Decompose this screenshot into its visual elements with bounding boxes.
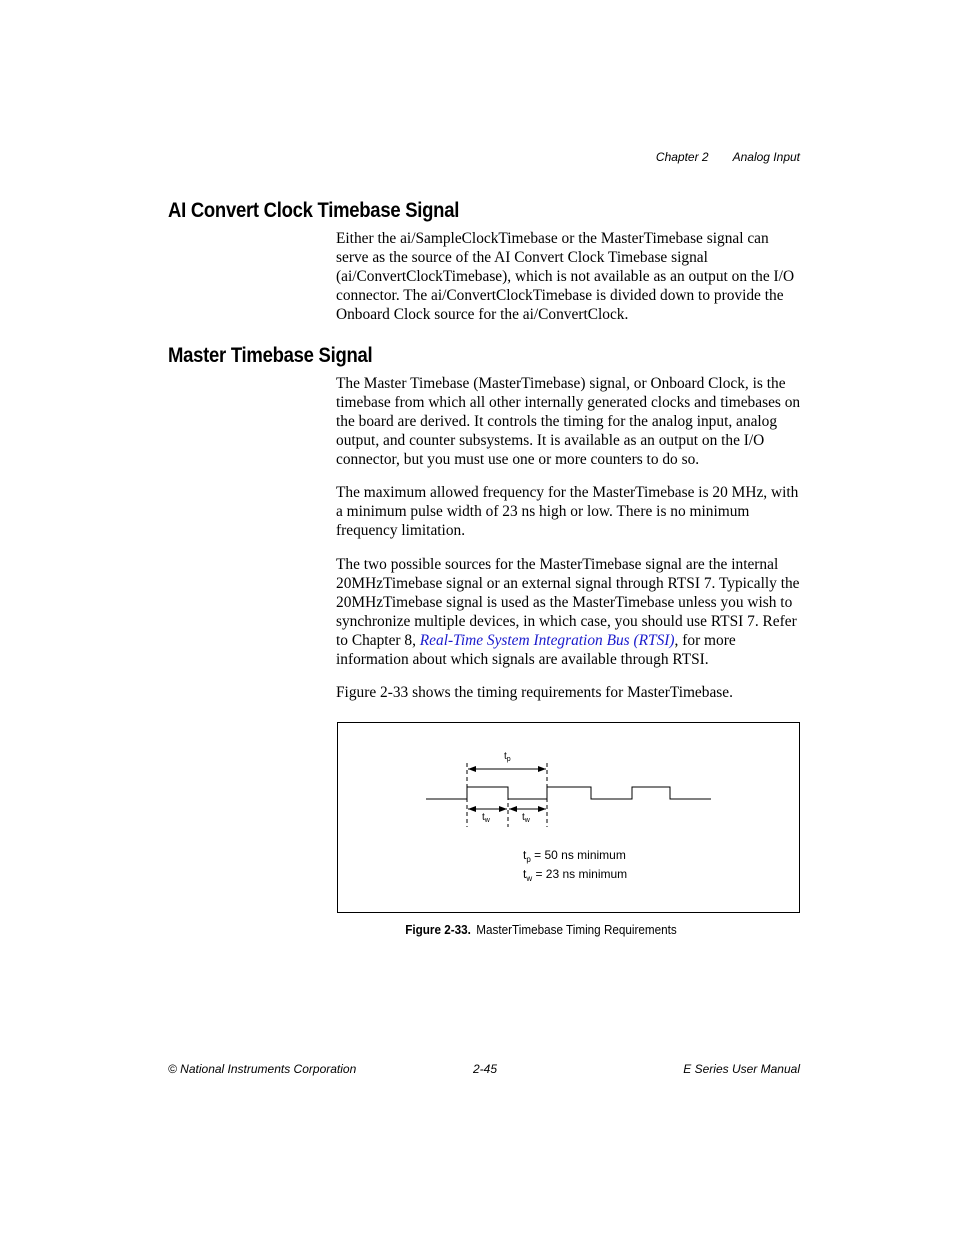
- timing-diagram: [338, 723, 799, 912]
- paragraph-sources-text-before: The two possible sources for the MasterTimebase signal are the internal 20MHzTimebase signal or an external signal through RTSI 7. Typically the 20MHzTimebase signal is used as the MasterTimebase unless you wish to synchronize multiple devices, in which case, you should use RTSI 7. Refer to Chapter 8,: [336, 556, 800, 649]
- header-chapter: Chapter 2: [655, 150, 709, 164]
- footer-manual-title: E Series User Manual: [683, 1062, 800, 1076]
- tp-arrowhead-left: [468, 766, 476, 772]
- section-heading-master-timebase: Master Timebase Signal: [168, 344, 373, 367]
- tw-label-1: $t_w$: [482, 812, 490, 824]
- paragraph-sources-text-after: , for more information about which signals are available through RTSI.: [336, 631, 736, 668]
- tw-minimum-note: $t_w = 23$ ns minimum: [523, 867, 628, 883]
- paragraph-sources: [336, 556, 804, 669]
- tw-arrowhead-2-left: [509, 806, 517, 812]
- running-header: [0, 150, 800, 164]
- clock-waveform: [426, 787, 711, 799]
- tw-label-2: $t_w$: [522, 812, 530, 824]
- header-section: Analog Input: [732, 150, 800, 164]
- figure-caption-number: Figure 2-33.: [405, 922, 471, 937]
- footer-copyright: © National Instruments Corporation: [168, 1062, 357, 1076]
- paragraph-ai-convert-clock: Either the ai/SampleClockTimebase or the MasterTimebase signal can serve as the source of the AI Convert Clock Timebase signal (ai/ConvertClockTimebase), which is not available as an output on the I/O connector. The ai/ConvertClockTimebase is divided down to provide the Onboard Clock source for the ai/ConvertClock.: [336, 230, 795, 323]
- figure-caption-text: MasterTimebase Timing Requirements: [476, 922, 677, 937]
- rtsi-chapter-link[interactable]: Real-Time System Integration Bus (RTSI): [419, 631, 675, 649]
- tw-arrowhead-2-right: [538, 806, 546, 812]
- tp-label: $t_p$: [504, 751, 511, 763]
- timing-figure: [337, 722, 800, 913]
- paragraph-figure-reference: Figure 2-33 shows the timing requirements for MasterTimebase.: [336, 684, 733, 701]
- paragraph-max-frequency: The maximum allowed frequency for the MasterTimebase is 20 MHz, with a minimum pulse width of 23 ns high or low. There is no minimum frequency limitation.: [336, 484, 799, 539]
- tp-minimum-note: $t_p = 50$ ns minimum: [523, 848, 626, 864]
- tp-arrowhead-right: [538, 766, 546, 772]
- tw-arrowhead-1-right: [499, 806, 507, 812]
- tw-arrowhead-1-left: [468, 806, 476, 812]
- paragraph-master-timebase-intro: The Master Timebase (MasterTimebase) signal, or Onboard Clock, is the timebase from which all other internally generated clocks and timebases on the board are derived. It controls the timing for the analog input, analog output, and counter subsystems. It is available as an output on the I/O connector, but you must use one or more counters to do so.: [336, 375, 801, 468]
- figure-caption: [54, 922, 954, 937]
- footer-page-number: 2-45: [473, 1062, 498, 1076]
- section-heading-ai-convert-clock: AI Convert Clock Timebase Signal: [168, 199, 460, 222]
